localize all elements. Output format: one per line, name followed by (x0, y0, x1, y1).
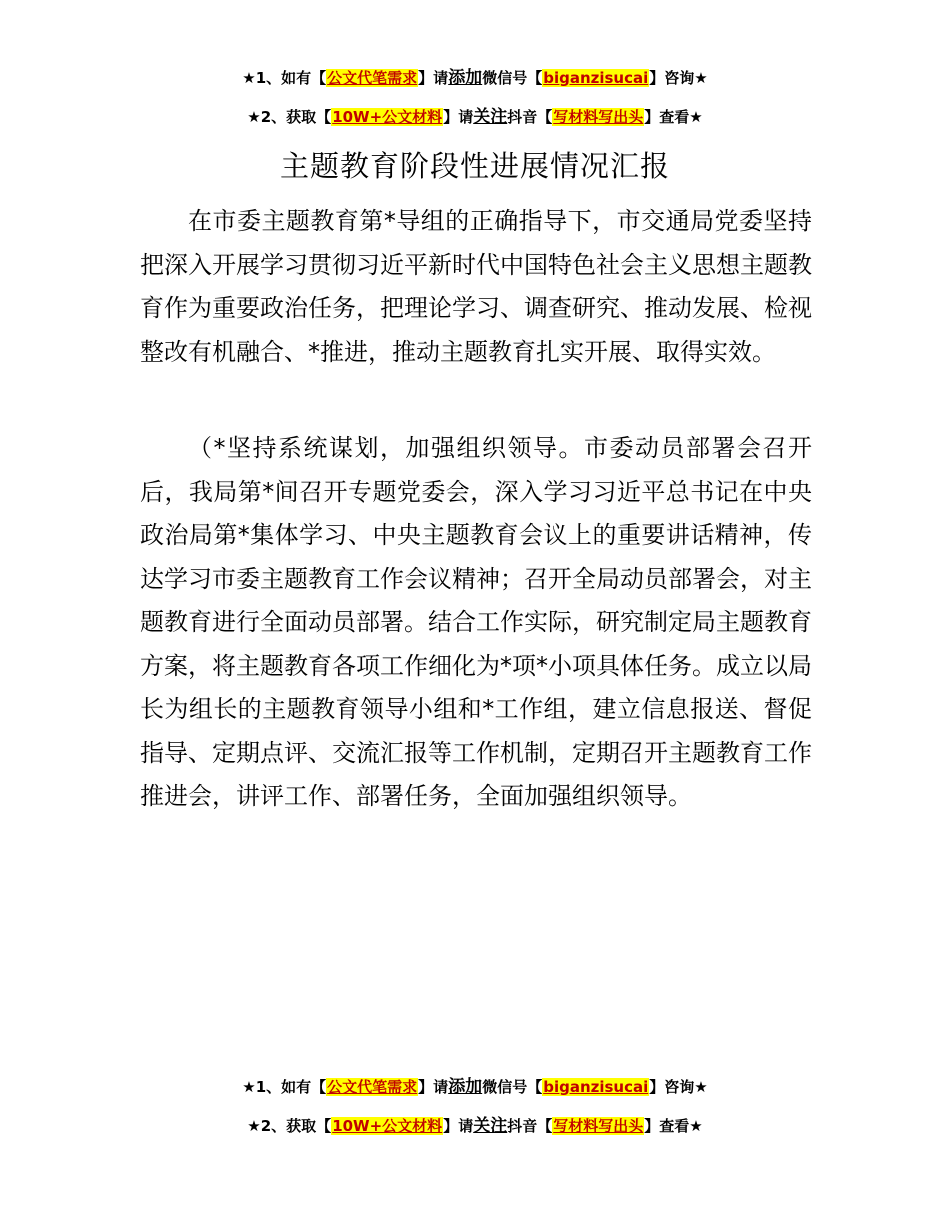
promo-top-line-1 (0, 67, 950, 89)
promo-highlight: 10W+公文材料 (332, 1117, 443, 1135)
promo-emphasis: 关注 (473, 1116, 508, 1136)
promo-highlight: biganzisucai (543, 1078, 649, 1096)
promo-text: ★1、如有【 (242, 69, 327, 87)
body-paragraph-1: 在市委主题教育第*导组的正确指导下，市交通局党委坚持把深入开展学习贯彻习近平新时代中国特色社会主义思想主题教育作为重要政治任务，把理论学习、调查研究、推动发展、检视整改有机融合、*推进，推动主题教育扎实开展、取得实效。 (140, 207, 812, 366)
promo-text: 】请 (418, 69, 449, 87)
promo-text: 】请 (418, 1078, 449, 1096)
promo-top-line-2 (0, 106, 950, 128)
promo-highlight: 写材料写出头 (553, 1117, 644, 1135)
promo-emphasis: 添加 (448, 68, 483, 88)
promo-emphasis: 添加 (448, 1077, 483, 1097)
promo-text: ★1、如有【 (242, 1078, 327, 1096)
promo-highlight: 10W+公文材料 (332, 108, 443, 126)
promo-text: 】请 (443, 1117, 474, 1135)
document-title: 主题教育阶段性进展情况汇报 (279, 149, 670, 183)
promo-text: 微信号【 (482, 1078, 543, 1096)
promo-text: 】请 (443, 108, 474, 126)
promo-text: 】咨询★ (649, 1078, 708, 1096)
promo-highlight: 公文代笔需求 (327, 69, 418, 87)
promo-text: 】查看★ (644, 1117, 703, 1135)
promo-text: 】咨询★ (649, 69, 708, 87)
body-paragraph-2: （*坚持系统谋划，加强组织领导。市委动员部署会召开后，我局第*间召开专题党委会，深入学习习近平总书记在中央政治局第*集体学习、中央主题教育会议上的重要讲话精神，传达学习市委主题教育工作会议精神；召开全局动员部署会，对主题教育进行全面动员部署。结合工作实际，研究制定局主题教育方案，将主题教育各项工作细化为*项*小项具体任务。成立以局长为组长的主题教育领导小组和*工作组，建立信息报送、督促指导、定期点评、交流汇报等工作机制，定期召开主题教育工作推进会，讲评工作、部署任务，全面加强组织领导。 (140, 434, 812, 810)
promo-highlight: 公文代笔需求 (327, 1078, 418, 1096)
promo-bottom-line-1 (0, 1076, 950, 1098)
promo-text: 微信号【 (482, 69, 543, 87)
promo-highlight: 写材料写出头 (553, 108, 644, 126)
promo-text: 抖音【 (507, 1117, 553, 1135)
promo-text: 】查看★ (644, 108, 703, 126)
promo-text: ★2、获取【 (247, 1117, 332, 1135)
promo-highlight: biganzisucai (543, 69, 649, 87)
promo-bottom-line-2 (0, 1115, 950, 1137)
promo-text: ★2、获取【 (247, 108, 332, 126)
promo-text: 抖音【 (507, 108, 553, 126)
promo-emphasis: 关注 (473, 107, 508, 127)
